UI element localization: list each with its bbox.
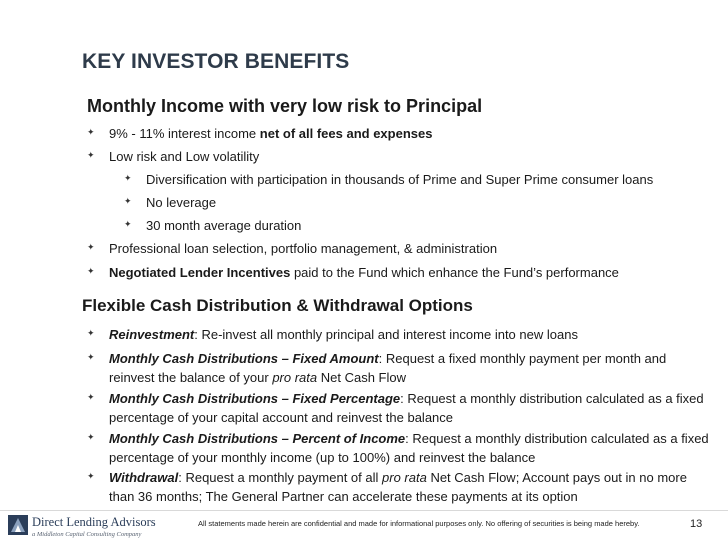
list-item xyxy=(109,468,709,506)
item-text: paid to the Fund which enhance the Fund’s performance xyxy=(290,265,619,280)
bullet-icon: ✦ xyxy=(87,242,95,252)
item-body: Net Cash Flow xyxy=(317,370,407,385)
bullet-icon: ✦ xyxy=(87,266,95,276)
list-item xyxy=(109,325,709,344)
page-title: KEY INVESTOR BENEFITS xyxy=(82,50,350,73)
item-italic: pro rata xyxy=(382,470,427,485)
page-number: 13 xyxy=(690,518,703,530)
logo-name: Direct Lending Advisors xyxy=(32,515,156,529)
item-label: Monthly Cash Distributions – Percent of Income xyxy=(109,431,406,446)
logo-mark-icon xyxy=(8,515,28,535)
bullet-icon: ✦ xyxy=(87,150,95,160)
item-body: : Request a monthly distribution calculated as a fixed percentage of your capital account and reinvest the balance xyxy=(109,391,704,425)
item-label: Monthly Cash Distributions – Fixed Amount xyxy=(109,351,379,366)
section-heading-distribution: Flexible Cash Distribution & Withdrawal Options xyxy=(82,296,473,315)
sub-list-item: 30 month average duration xyxy=(146,218,302,233)
list-item xyxy=(109,389,709,427)
item-bold: Negotiated Lender Incentives xyxy=(109,265,291,280)
bullet-icon: ✦ xyxy=(124,219,132,229)
bullet-icon: ✦ xyxy=(87,352,95,362)
item-text: Professional loan selection, portfolio management, & administration xyxy=(109,241,498,256)
bullet-icon: ✦ xyxy=(124,196,132,206)
bullet-icon: ✦ xyxy=(87,392,95,402)
item-italic: pro rata xyxy=(272,370,318,385)
list-item xyxy=(109,125,432,143)
item-label: Reinvestment xyxy=(109,327,195,342)
item-text: 9% - 11% interest income xyxy=(109,126,260,141)
bullet-icon: ✦ xyxy=(87,471,95,481)
list-item xyxy=(109,264,619,282)
item-label: Monthly Cash Distributions – Fixed Percentage xyxy=(109,391,401,406)
list-item xyxy=(109,240,497,258)
footer-disclaimer: All statements made herein are confidential and made for informational purposes only. No offering of securities is being made hereby. xyxy=(198,519,640,528)
list-item xyxy=(109,429,709,467)
item-body: : Re-invest all monthly principal and interest income into new loans xyxy=(194,327,578,342)
bullet-icon: ✦ xyxy=(87,127,95,137)
section-heading-income: Monthly Income with very low risk to Principal xyxy=(87,96,483,116)
item-label: Withdrawal xyxy=(109,470,179,485)
sub-list-item: Diversification with participation in thousands of Prime and Super Prime consumer loans xyxy=(146,172,654,187)
footer-divider xyxy=(0,510,728,511)
bullet-icon: ✦ xyxy=(87,328,95,338)
list-item xyxy=(109,349,709,387)
logo-tagline: a Middleton Capital Consulting Company xyxy=(32,531,142,538)
item-body: : Request a fixed monthly payment per month and reinvest the balance of your xyxy=(109,351,667,385)
item-bold: net of all fees and expenses xyxy=(259,126,433,141)
list-item xyxy=(109,148,259,166)
item-body: : Request a monthly payment of all xyxy=(178,470,383,485)
item-text: Low risk and Low volatility xyxy=(109,149,260,164)
item-body: : Request a monthly distribution calculated as a fixed percentage of your monthly income (up to 100%) and reinvest the balance xyxy=(109,431,709,465)
bullet-icon: ✦ xyxy=(124,173,132,183)
bullet-icon: ✦ xyxy=(87,432,95,442)
company-logo xyxy=(6,513,176,543)
sub-list-item: No leverage xyxy=(146,195,217,210)
item-body: Net Cash Flow; Account pays out in no more than 36 months; The General Partner can accelerate these payments at its option xyxy=(109,470,687,504)
